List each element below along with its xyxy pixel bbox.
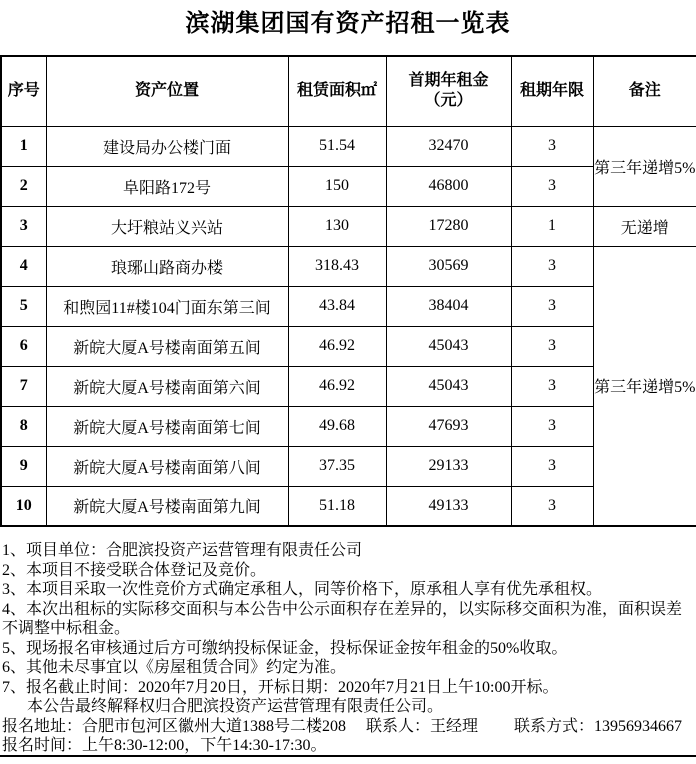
cell-rent: 38404: [386, 286, 511, 326]
cell-area: 318.43: [288, 246, 386, 286]
notes-section: [0, 541, 696, 756]
cell-seq: 10: [1, 486, 46, 526]
cell-location: 新皖大厦A号楼南面第九间: [46, 486, 288, 526]
cell-rent: 17280: [386, 206, 511, 246]
note-line-9: 报名地址：合肥市包河区徽州大道1388号二楼208 联系人：王经理 联系方式：13956934667: [2, 717, 683, 735]
cell-seq: 9: [1, 446, 46, 486]
cell-seq: 8: [1, 406, 46, 446]
cell-seq: 4: [1, 246, 46, 286]
cell-rent: 45043: [386, 326, 511, 366]
table-row: [1, 446, 696, 486]
cell-area: 51.54: [288, 126, 386, 166]
col-header-term: 租期年限: [511, 56, 593, 126]
cell-term: 1: [511, 206, 593, 246]
note-line-6: 6、其他未尽事宜以《房屋租赁合同》约定为准。: [2, 659, 347, 676]
cell-rent: 47693: [386, 406, 511, 446]
asset-table: [0, 55, 696, 527]
cell-location: 琅琊山路商办楼: [46, 246, 288, 286]
cell-seq: 6: [1, 326, 46, 366]
cell-rent: 46800: [386, 166, 511, 206]
cell-remark-rows-4-10: 第三年递增5%: [593, 246, 696, 526]
note-line-5: 5、现场报名审核通过后方可缴纳投标保证金，投标保证金按年租金的50%收取。: [2, 639, 568, 657]
cell-area: 37.35: [288, 446, 386, 486]
col-header-seq: 序号: [1, 56, 46, 126]
note-line-8: 本公告最终解释权归合肥滨投资产运营管理有限责任公司。: [27, 698, 444, 715]
note-line-10: 报名时间：上午8:30-12:00，下午14:30-17:30。: [2, 737, 327, 754]
note-line-3: 3、本项目采取一次性竞价方式确定承租人，同等价格下，原承租人享有优先承租权。: [2, 581, 603, 598]
cell-term: 3: [511, 486, 593, 526]
cell-seq: 1: [1, 126, 46, 166]
cell-location: 建设局办公楼门面: [46, 126, 288, 166]
cell-seq: 7: [1, 366, 46, 406]
cell-location: 新皖大厦A号楼南面第六间: [46, 366, 288, 406]
table-row: [1, 286, 696, 326]
cell-area: 46.92: [288, 326, 386, 366]
cell-location: 阜阳路172号: [46, 166, 288, 206]
cell-location: 大圩粮站义兴站: [46, 206, 288, 246]
cell-area: 130: [288, 206, 386, 246]
cell-term: 3: [511, 246, 593, 286]
cell-area: 51.18: [288, 486, 386, 526]
cell-remark-rows-1-2: 第三年递增5%: [593, 126, 696, 206]
cell-area: 49.68: [288, 406, 386, 446]
cell-location: 新皖大厦A号楼南面第八间: [46, 446, 288, 486]
table-row: [1, 326, 696, 366]
cell-rent: 30569: [386, 246, 511, 286]
cell-rent: 45043: [386, 366, 511, 406]
cell-term: 3: [511, 366, 593, 406]
col-header-rent: [386, 56, 511, 126]
table-row: [1, 486, 696, 526]
bottom-divider: [0, 755, 696, 757]
cell-seq: 2: [1, 166, 46, 206]
cell-remark-row-3: 无递增: [593, 206, 696, 246]
cell-term: 3: [511, 446, 593, 486]
cell-term: 3: [511, 126, 593, 166]
table-row: [1, 366, 696, 406]
note-line-2: 2、本项目不接受联合体登记及竞价。: [2, 561, 267, 579]
cell-term: 3: [511, 166, 593, 206]
cell-location: 新皖大厦A号楼南面第五间: [46, 326, 288, 366]
cell-rent: 32470: [386, 126, 511, 166]
col-header-remark: 备注: [593, 56, 696, 126]
col-header-area: 租赁面积㎡: [288, 56, 386, 126]
cell-rent: 49133: [386, 486, 511, 526]
cell-term: 3: [511, 286, 593, 326]
table-row: [1, 166, 696, 206]
col-header-rent-line1: 首期年租金: [408, 72, 489, 90]
cell-location: 新皖大厦A号楼南面第七间: [46, 406, 288, 446]
cell-area: 150: [288, 166, 386, 206]
table-row: [1, 246, 696, 286]
table-row: [1, 206, 696, 246]
cell-seq: 3: [1, 206, 46, 246]
page-title: 滨湖集团国有资产招租一览表: [185, 11, 511, 37]
table-row: [1, 406, 696, 446]
cell-seq: 5: [1, 286, 46, 326]
cell-term: 3: [511, 326, 593, 366]
cell-term: 3: [511, 406, 593, 446]
cell-area: 43.84: [288, 286, 386, 326]
note-line-1: 1、项目单位：合肥滨投资产运营管理有限责任公司: [2, 542, 363, 559]
col-header-location: 资产位置: [46, 56, 288, 126]
cell-location: 和煦园11#楼104门面东第三间: [46, 286, 288, 326]
note-line-4: 4、本次出租标的实际移交面积与本公告中公示面积存在差异的，以实际移交面积为准，面积误差不调整中标租金。: [2, 600, 683, 637]
cell-rent: 29133: [386, 446, 511, 486]
col-header-rent-line2: （元）: [424, 92, 473, 110]
cell-area: 46.92: [288, 366, 386, 406]
table-row: [1, 126, 696, 166]
table-header-row: [1, 56, 696, 126]
note-line-7: 7、报名截止时间：2020年7月20日，开标日期：2020年7月21日上午10:00开标。: [2, 678, 559, 696]
